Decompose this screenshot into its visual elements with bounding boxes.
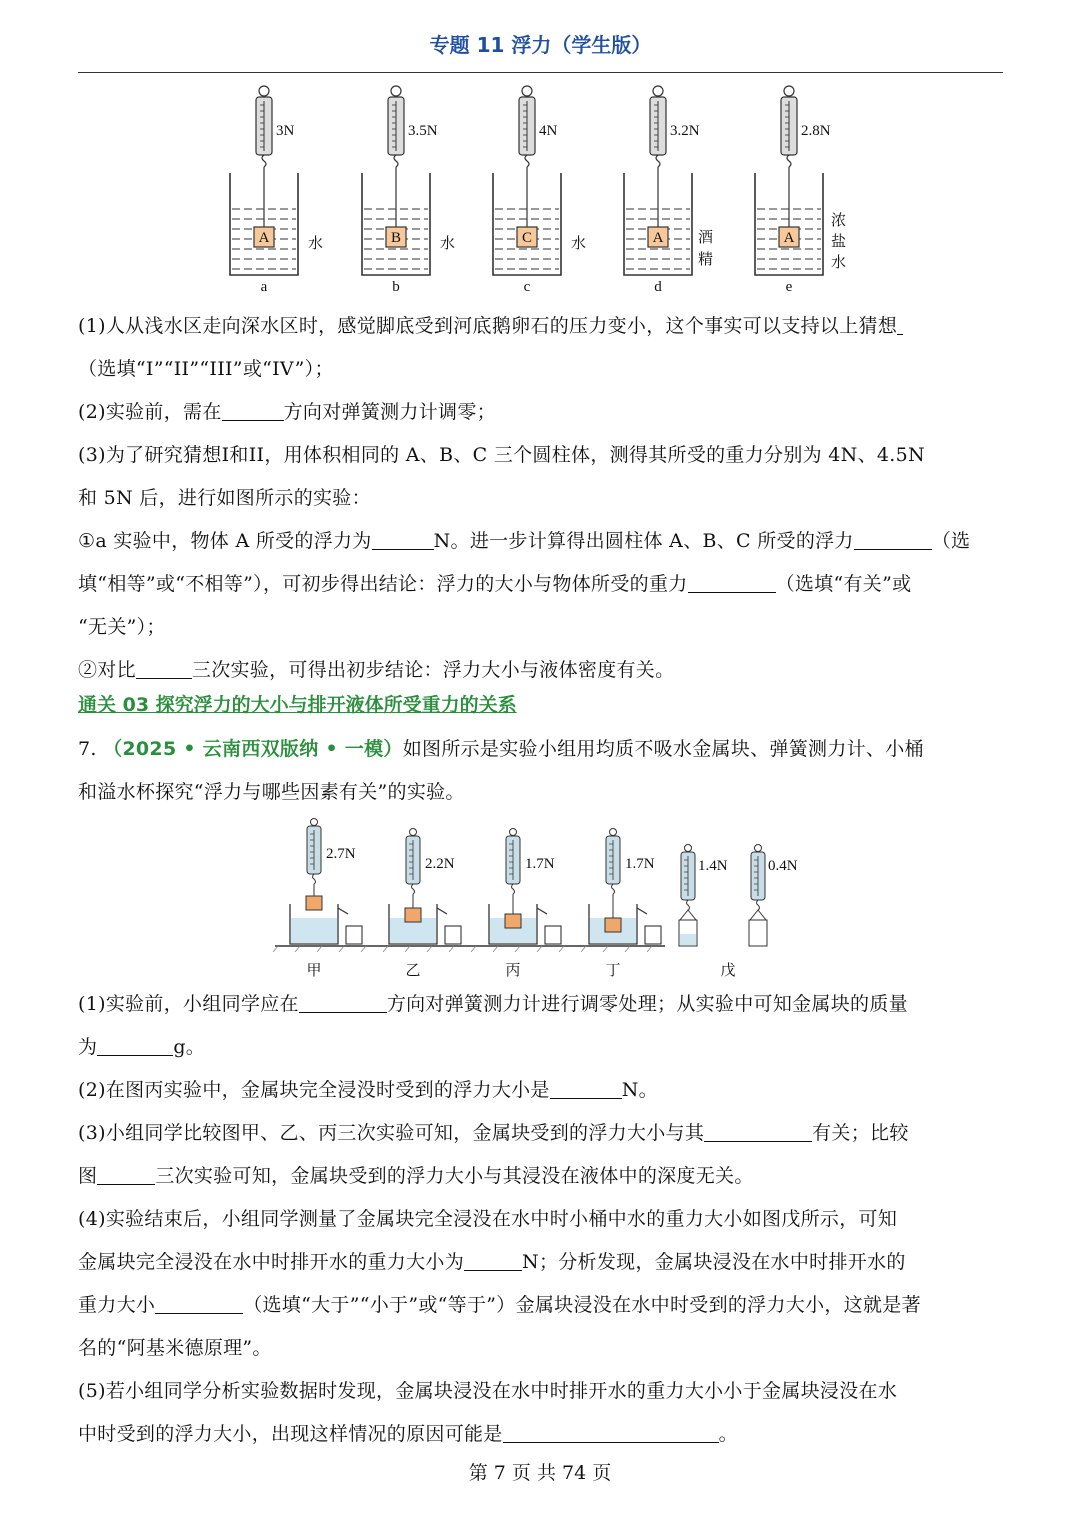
q6-part2 — [78, 391, 1003, 434]
panel-caption: 戊 — [720, 963, 736, 979]
text: N。 — [621, 1079, 658, 1101]
q7-part5 — [78, 1370, 1003, 1413]
panel-caption: a — [260, 279, 268, 295]
answer-blank[interactable] — [299, 990, 387, 1013]
reading-label: 1.7N — [525, 856, 555, 872]
figure1-panel-e — [755, 86, 846, 295]
q7-text — [78, 983, 1003, 1456]
text: 方向对弹簧测力计调零； — [283, 401, 496, 423]
bucket-meter-b — [749, 845, 798, 947]
question-number: 7. — [78, 738, 97, 760]
text: 重力大小 — [78, 1294, 156, 1316]
q7-part4-cont2 — [78, 1284, 1003, 1327]
liquid-label: 浓 — [831, 213, 847, 229]
answer-blank[interactable] — [550, 1076, 622, 1099]
q6-part1-cont — [78, 348, 1003, 391]
q7-part1 — [78, 983, 1003, 1026]
text: 和 5N 后，进行如图所示的实验： — [78, 487, 371, 509]
text: 三次实验可知，金属块受到的浮力大小与其浸没在液体中的深度无关。 — [155, 1165, 754, 1187]
reading-label: 4N — [539, 123, 558, 139]
text: (2)在图丙实验中，金属块完全浸没时受到的浮力大小是 — [78, 1079, 550, 1101]
text: (5)若小组同学分析实验数据时发现，金属块浸没在水中时排开水的重力大小小于金属块浸没在水 — [78, 1380, 898, 1402]
text: ①a 实验中，物体 A 所受的浮力为 — [78, 530, 372, 552]
block-label: B — [390, 230, 402, 246]
text: 为 — [78, 1036, 98, 1058]
section-heading: 通关 03 探究浮力的大小与排开液体所受重力的关系 — [78, 694, 517, 716]
header-title: 专题 11 浮力（学生版） — [429, 33, 652, 57]
q7-part2 — [78, 1069, 1003, 1112]
panel-caption: e — [785, 279, 793, 295]
block-label: A — [652, 230, 664, 246]
q7-part4-end — [78, 1327, 1003, 1370]
answer-blank[interactable] — [854, 527, 932, 550]
figure2-panel-jia — [290, 819, 362, 980]
text: 名的“阿基米德原理”。 — [78, 1337, 272, 1359]
bucket-meter-a — [679, 845, 728, 947]
liquid-label: 盐 — [831, 234, 847, 250]
answer-blank[interactable] — [372, 527, 434, 550]
panel-caption: b — [392, 279, 400, 295]
text: (3)为了研究猜想I和II，用体积相同的 A、B、C 三个圆柱体，测得其所受的重力分别为 4N、4.5N — [78, 444, 925, 466]
q7-part1-cont — [78, 1026, 1003, 1069]
reading-label: 3.5N — [408, 123, 438, 139]
figure1-panel-b — [362, 86, 455, 295]
text: ②对比 — [78, 659, 136, 681]
q6-text — [78, 305, 1003, 692]
figure2-panel-ding — [589, 829, 661, 980]
text: “无关”）； — [78, 616, 166, 638]
figure2-panel-wu — [679, 845, 798, 980]
block-label: A — [258, 230, 270, 246]
q7-part3 — [78, 1112, 1003, 1155]
text: 如图所示是实验小组用均质不吸水金属块、弹簧测力计、小桶 — [402, 738, 924, 760]
answer-blank[interactable] — [155, 1291, 243, 1314]
panel-caption: 乙 — [405, 963, 421, 979]
block-label: A — [783, 230, 795, 246]
text: 图 — [78, 1165, 98, 1187]
liquid-label: 水 — [308, 236, 324, 252]
text: N；分析发现，金属块浸没在水中时排开水的 — [522, 1251, 906, 1273]
answer-blank[interactable] — [503, 1420, 719, 1443]
text: （选填“I”“II”“III”或“IV”）； — [78, 358, 334, 380]
answer-blank[interactable] — [136, 656, 192, 679]
q6-part4 — [78, 520, 1003, 563]
q7-intro — [78, 728, 1003, 814]
text: （选填“大于”“小于”或“等于”）金属块浸没在水中时受到的浮力大小，这就是著 — [243, 1294, 921, 1316]
answer-blank[interactable] — [464, 1248, 522, 1271]
answer-blank[interactable] — [222, 398, 284, 421]
figure2-panel-yi — [389, 829, 461, 980]
text: 填“相等”或“不相等”），可初步得出结论：浮力的大小与物体所受的重力 — [78, 573, 688, 595]
text: (1)人从浅水区走向深水区时，感觉脚底受到河底鹅卵石的压力变小，这个事实可以支持以上猜想 — [78, 315, 898, 337]
q7-intro-line2 — [78, 771, 1003, 814]
panel-caption: 丁 — [605, 963, 621, 979]
panel-caption: c — [523, 279, 531, 295]
answer-blank[interactable] — [97, 1162, 155, 1185]
text: g。 — [173, 1036, 206, 1058]
q7-part5-cont — [78, 1413, 1003, 1456]
q6-part3 — [78, 434, 1003, 477]
reading-label: 3N — [276, 123, 295, 139]
text: (2)实验前，需在 — [78, 401, 222, 423]
panel-caption: 甲 — [306, 963, 322, 979]
reading-label: 2.8N — [801, 123, 831, 139]
figure-1 — [220, 85, 860, 297]
q6-part4-cont — [78, 563, 1003, 606]
reading-label: 2.2N — [425, 856, 455, 872]
figure2-panel-bing — [489, 829, 561, 980]
figure-2 — [270, 818, 820, 988]
q7-part4-cont — [78, 1241, 1003, 1284]
q6-part1 — [78, 305, 1003, 348]
q6-part5 — [78, 649, 1003, 692]
reading-label: 2.7N — [326, 846, 356, 862]
question-source: （2025 • 云南西双版纳 • 一模） — [103, 738, 403, 760]
text: (4)实验结束后，小组同学测量了金属块完全浸没在水中时小桶中水的重力大小如图戊所示，可知 — [78, 1208, 898, 1230]
text: 有关；比较 — [812, 1122, 909, 1144]
text: 。 — [718, 1423, 738, 1445]
q6-part4-end — [78, 606, 1003, 649]
q6-part3-cont — [78, 477, 1003, 520]
q7-part3-cont — [78, 1155, 1003, 1198]
liquid-label: 酒 — [698, 230, 714, 246]
reading-label: 1.4N — [698, 858, 728, 874]
text: N。进一步计算得出圆柱体 A、B、C 所受的浮力 — [433, 530, 854, 552]
text: 方向对弹簧测力计进行调零处理；从实验中可知金属块的质量 — [386, 993, 908, 1015]
answer-blank[interactable] — [97, 1033, 173, 1056]
q7-part4 — [78, 1198, 1003, 1241]
liquid-label: 精 — [698, 252, 714, 268]
text: （选 — [931, 530, 971, 552]
liquid-label: 水 — [440, 236, 456, 252]
reading-label: 1.7N — [625, 856, 655, 872]
text: 金属块完全浸没在水中时排开水的重力大小为 — [78, 1251, 465, 1273]
answer-blank[interactable] — [688, 570, 776, 593]
panel-caption: d — [654, 279, 662, 295]
text: 三次实验，可得出初步结论：浮力大小与液体密度有关。 — [191, 659, 675, 681]
answer-blank[interactable] — [897, 312, 903, 335]
text: （选填“有关”或 — [775, 573, 912, 595]
page-header — [78, 28, 1003, 73]
page-number: 第 7 页 共 74 页 — [468, 1462, 612, 1484]
figure1-panel-d — [624, 86, 713, 295]
text: 和溢水杯探究“浮力与哪些因素有关”的实验。 — [78, 781, 465, 803]
liquid-label: 水 — [571, 236, 587, 252]
panel-caption: 丙 — [505, 963, 521, 979]
figure1-panel-c — [493, 86, 586, 295]
text: 中时受到的浮力大小，出现这样情况的原因可能是 — [78, 1423, 503, 1445]
q7-intro-line1 — [78, 728, 1003, 771]
text: (3)小组同学比较图甲、乙、丙三次实验可知，金属块受到的浮力大小与其 — [78, 1122, 705, 1144]
figure1-panel-a — [230, 86, 323, 295]
reading-label: 3.2N — [670, 123, 700, 139]
text: (1)实验前，小组同学应在 — [78, 993, 299, 1015]
page-footer — [0, 1458, 1080, 1488]
reading-label: 0.4N — [768, 858, 798, 874]
answer-blank[interactable] — [704, 1119, 812, 1142]
liquid-label: 水 — [831, 255, 847, 271]
block-label: C — [521, 230, 533, 246]
